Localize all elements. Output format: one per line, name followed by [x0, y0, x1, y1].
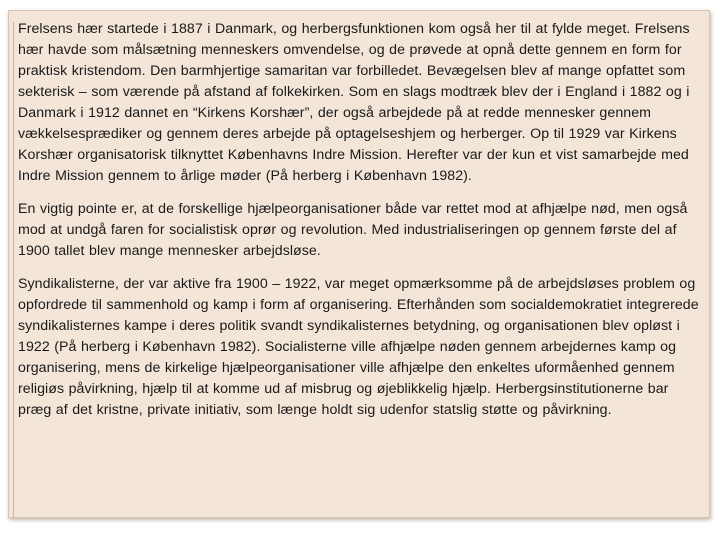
paragraph-syndikalisterne: Syndikalisterne, der var aktive fra 1900 – 1922, var meget opmærksomme på de arbejdsløses problem og opfordrede til sammenhold og kamp i form af organisering. Efterhånden som socialdemokratiet integrerede syndikalisternes kampe i deres politik svandt syndikalisternes betydning, og organisationen blev opløst i 1922 (På herberg i København 1982). Socialisterne ville afhjælpe nøden gennem arbejdernes kamp og organisering, mens de kirkelige hjælpeorganisationer ville afhjælpe den enkeltes uformåenhed gennem religiøs påvirkning, hjælp til at komme ud af misbrug og øjeblikkelig hjælp. Herbergsinstitutionerne bar præg af det kristne, private initiativ, som længe holdt sig udenfor statslig støtte og påvirkning. — [18, 276, 699, 418]
text-box — [8, 10, 710, 518]
text-box-edge-line — [13, 22, 14, 518]
paragraph-hjaelpeorganisationer: En vigtig pointe er, at de forskellige hjælpeorganisationer både var rettet mod at afhjælpe nød, men også mod at undgå faren for socialistisk oprør og revolution. Med industrialiseringen op gennem første del af 1900 tallet blev mange mennesker arbejdsløse. — [18, 201, 688, 259]
paragraph-frelsens-haer: Frelsens hær startede i 1887 i Danmark, og herbergsfunktionen kom også her til at fylde meget. Frelsens hær havde som målsætning menneskers omvendelse, og de prøvede at opnå dette gennem en form for praktisk kristendom. Den barmhjertige samaritan var forbilledet. Bevægelsen blev af mange opfattet som sekterisk – som værende på afstand af folkekirken. Som en slags modtræk blev der i England i 1882 og i Danmark i 1912 dannet en “Kirkens Korshær”, der også arbejdede på at redde mennesker gennem vækkelsesprædiker og gennem deres arbejde på optagelseshjem og herberger. Op til 1929 var Kirkens Korshær organisatorisk tilknyttet Københavns Indre Mission. Herefter var der kun et vist samarbejde med Indre Mission gennem to årlige møder (På herberg i København 1982). — [18, 21, 690, 184]
